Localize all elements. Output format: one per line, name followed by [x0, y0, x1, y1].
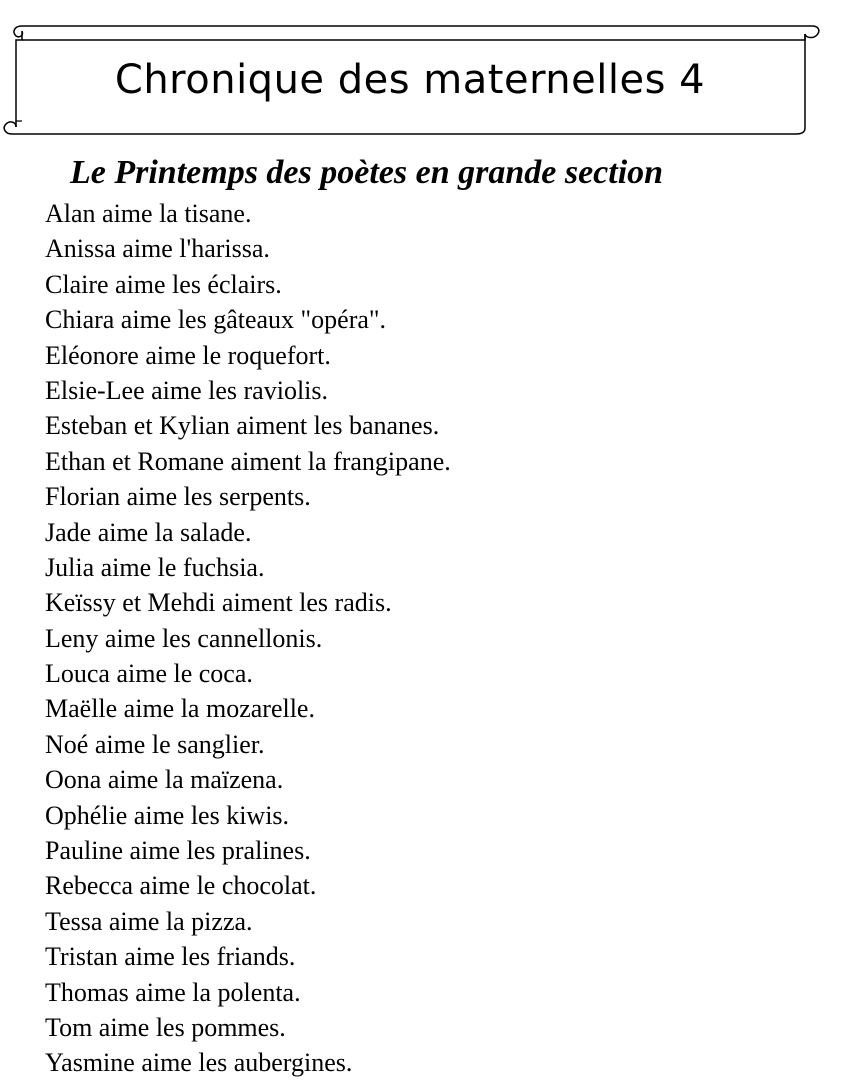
poem-line: Pauline aime les pralines.	[45, 836, 311, 866]
poem-lines	[45, 196, 451, 1081]
poem-line: Tristan aime les friands.	[45, 942, 296, 972]
scroll-banner	[0, 0, 850, 145]
poem-line: Elsie-Lee aime les raviolis.	[45, 375, 329, 405]
poem-line: Louca aime le coca.	[45, 659, 253, 689]
poem-line: Jade aime la salade.	[45, 517, 252, 547]
poem-line: Maëlle aime la mozarelle.	[45, 694, 315, 724]
poem-line: Florian aime les serpents.	[45, 482, 311, 512]
poem-line: Tom aime les pommes.	[45, 1012, 286, 1042]
poem-line: Keïssy et Mehdi aiment les radis.	[45, 588, 392, 618]
poem-line: Eléonore aime le roquefort.	[45, 340, 331, 370]
banner-title: Chronique des maternelles 4	[114, 57, 706, 103]
poem-line: Alan aime la tisane.	[45, 199, 252, 228]
poem-line: Anissa aime l'harissa.	[45, 234, 270, 264]
poem-line: Esteban et Kylian aiment les bananes.	[45, 411, 440, 441]
poem-line: Leny aime les cannellonis.	[45, 623, 323, 653]
poem-line: Ethan et Romane aiment la frangipane.	[45, 446, 451, 476]
poem-line: Chiara aime les gâteaux "opéra".	[45, 305, 387, 335]
poem-line: Claire aime les éclairs.	[45, 269, 282, 299]
poem-line: Julia aime le fuchsia.	[45, 552, 265, 582]
article-heading: Le Printemps des poètes en grande section	[70, 154, 664, 191]
poem-line: Oona aime la maïzena.	[45, 765, 284, 795]
poem-line: Thomas aime la polenta.	[45, 977, 301, 1007]
poem-line: Rebecca aime le chocolat.	[45, 871, 317, 901]
poem-line: Noé aime le sanglier.	[45, 729, 265, 759]
poem-line: Yasmine aime les aubergines.	[45, 1048, 353, 1078]
poem-line: Tessa aime la pizza.	[45, 906, 253, 936]
poem-line: Ophélie aime les kiwis.	[45, 800, 290, 830]
